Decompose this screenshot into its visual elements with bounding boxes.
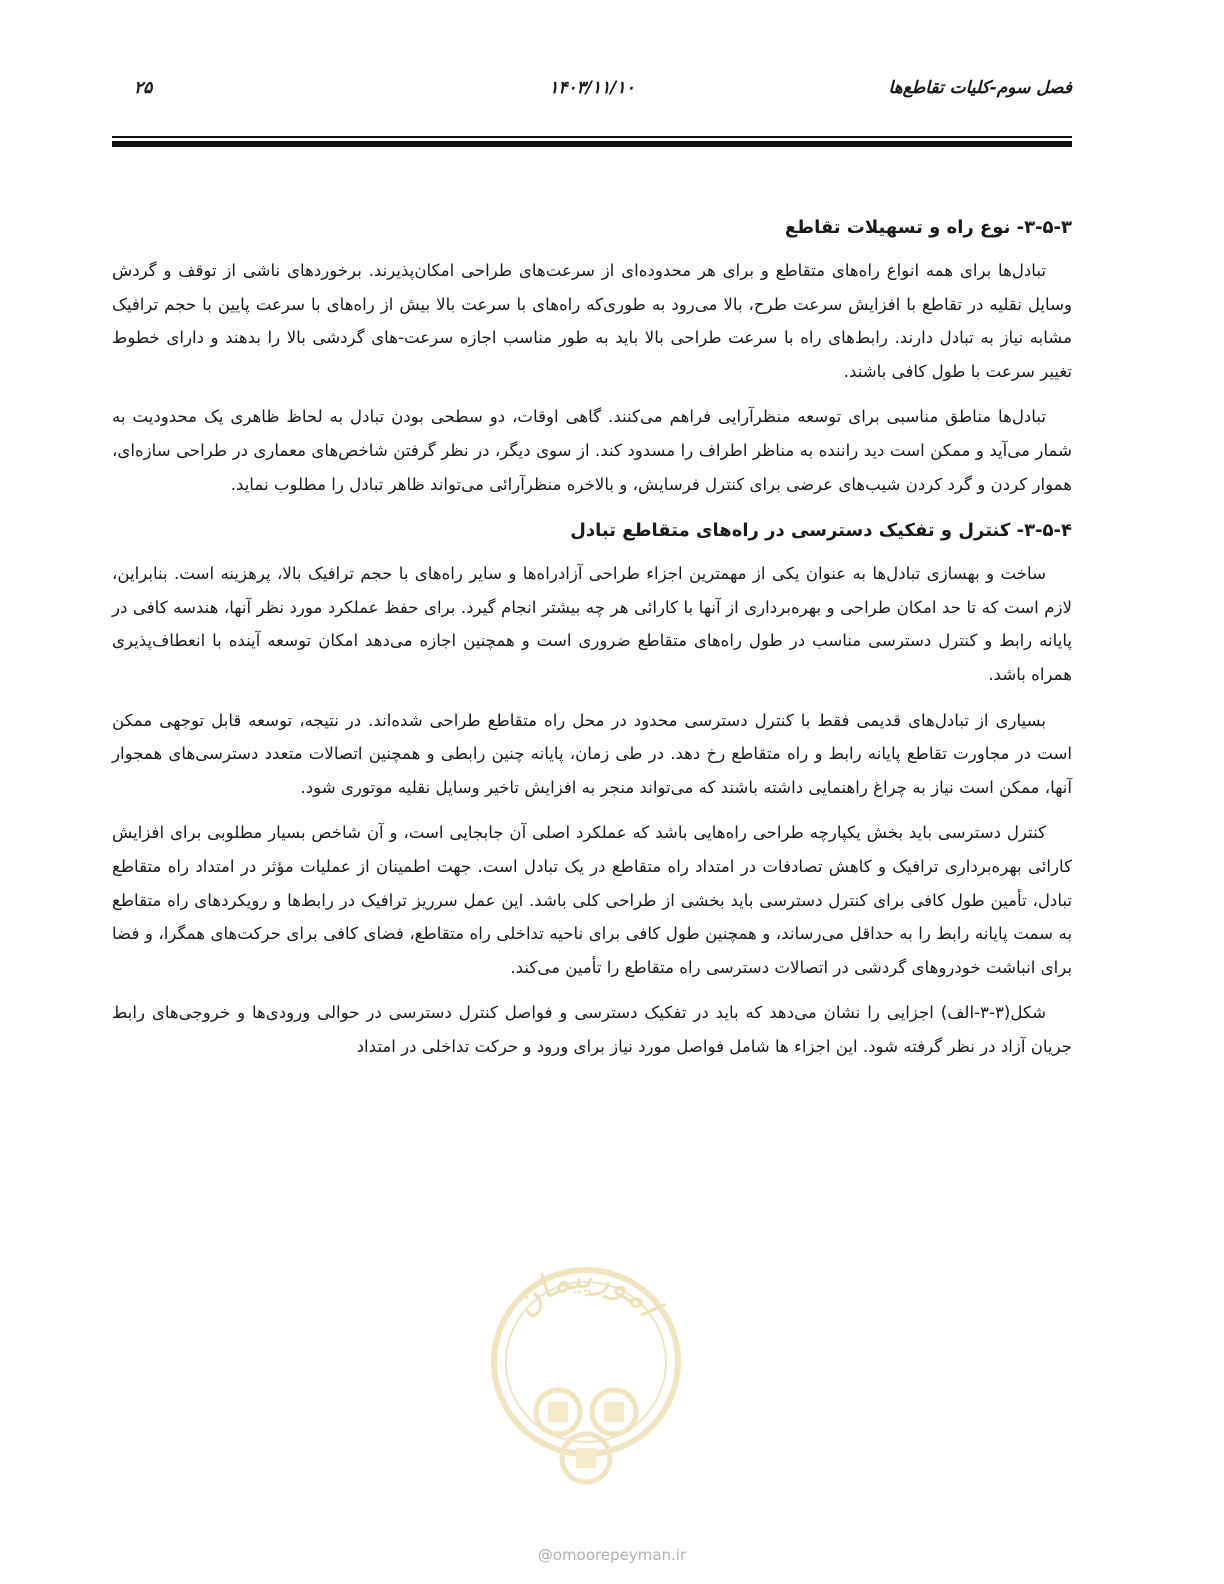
- chapter-title: فصل سوم-کلیات تقاطع‌ها: [888, 78, 1072, 98]
- paragraph: تبادل‌ها مناطق مناسبی برای توسعه منظرآرایی فراهم می‌کنند. گاهی اوقات، دو سطحی بودن تبادل به لحاظ ظاهری یک محدودیت به شمار می‌آید و ممکن است دید راننده به مناظر اطراف را مسدود کند. از سوی دیگر، در نظر گرفتن شاخص‌های معماری در طراحی سازه‌ای، هموار کردن و گرد کردن شیب‌های عرضی برای کنترل فرسایش، و بالاخره منظرآرائی می‌تواند ظاهر تبادل را مطلوب نماید.: [112, 407, 1072, 494]
- watermark-logo-icon: [488, 1262, 684, 1498]
- page-number: ۲۵: [134, 78, 153, 98]
- section-heading-3-5-4: ۳-۵-۴- کنترل و تفکیک دسترسی در راه‌های متقاطع تبادل: [570, 520, 1072, 542]
- header-rule-thin: [112, 136, 1072, 138]
- paragraph: تبادل‌ها برای همه انواع راه‌های متقاطع و برای هر محدوده‌ای از سرعت‌های طراحی امکان‌پذیرند. برخوردهای ناشی از توقف و گردش وسایل نقلیه در تقاطع با افزایش سرعت طرح، بالا می‌رود به طوری‌که راه‌های با سرعت بالا بیش از راه‌های با سرعت پایین با حجم ترافیک مشابه نیاز به تبادل دارند. رابط‌های راه با سرعت طراحی بالا باید به طور مناسب اجازه سرعت-های گردشی بالا را بدهند و دارای خطوط تغییر سرعت با طول کافی باشند.: [112, 261, 1072, 381]
- header-date: ۱۴۰۳/۱۱/۱۰: [549, 78, 635, 98]
- watermark-website: [0, 1546, 1224, 1564]
- page-header: [112, 74, 1072, 104]
- paragraph: بسیاری از تبادل‌های قدیمی فقط با کنترل دسترسی محدود در محل راه متقاطع طراحی شده‌اند. در نتیجه، توسعه قابل توجهی ممکن است در مجاورت تقاطع پایانه رابط و راه متقاطع رخ دهد. در طی زمان، پایانه چنین رابطی و همچنین اتصالات متعدد دسترسی‌های همجوار آنها، ممکن است نیاز به چراغ راهنمایی داشته باشند که می‌تواند منجر به افزایش تاخیر وسایل نقلیه موتوری شود.: [112, 710, 1072, 797]
- svg-text:امورپیمان: [505, 1262, 671, 1327]
- header-rule-thick: [112, 141, 1072, 147]
- section-heading-3-5-3: ۳-۵-۳- نوع راه و تسهیلات تقاطع: [784, 217, 1072, 238]
- paragraph: کنترل دسترسی باید بخش یکپارچه طراحی راه‌هایی باشد که عملکرد اصلی آن جابجایی است، و آن شاخص بسیار مطلوبی برای افزایش کارائی بهره‌برداری ترافیک و کاهش تصادفات در امتداد راه متقاطع در یک تبادل است. جهت اطمینان از عملیات مؤثر در امتداد راه متقاطع تبادل، تأمین طول کافی برای کنترل دسترسی باید بخشی از طراحی کلی باشد. این عمل سرریز ترافیک در رابط‌ها و رویکردهای راه متقاطع به سمت پایانه رابط را به حداقل می‌رساند، و همچنین طول کافی برای ناحیه تداخلی راه متقاطع، فضای کافی برای حرکت‌های همگرا، و فضا برای انباشت خودروهای گردشی در اتصالات دسترسی راه متقاطع را تأمین می‌کند.: [112, 823, 1072, 977]
- paragraph: شکل(۳-۳-الف) اجزایی را نشان می‌دهد که باید در تفکیک دسترسی و فواصل کنترل دسترسی در حوالی ورودی‌ها و خروجی‌های رابط جریان آزاد در نظر گرفته شود. این اجزاء ها شامل فواصل مورد نیاز برای ورود و حرکت تداخلی در امتداد: [112, 1003, 1072, 1056]
- paragraph: ساخت و بهسازی تبادل‌ها به عنوان یکی از مهمترین اجزاء طراحی آزادراه‌ها و سایر راه‌های با حجم ترافیک بالا، پرهزینه است. بنابراین، لازم است که تا حد امکان طراحی و بهره‌برداری از آنها با کارائی هر چه بیشتر انجام گیرد. برای حفظ عملکرد مورد نظر آنها، هندسه کافی در پایانه رابط و کنترل دسترسی مناسب در طول راه‌های متقاطع ضروری است و همچنین اجازه می‌دهد امکان توسعه آینده با انعطاف‌پذیری همراه باشد.: [112, 564, 1072, 684]
- watermark-logo-text: امورپیمان: [505, 1262, 669, 1325]
- at-sign-icon: @: [537, 1546, 553, 1564]
- website-text: omoorepeyman.ir: [552, 1546, 687, 1564]
- document-body: [112, 214, 1072, 1075]
